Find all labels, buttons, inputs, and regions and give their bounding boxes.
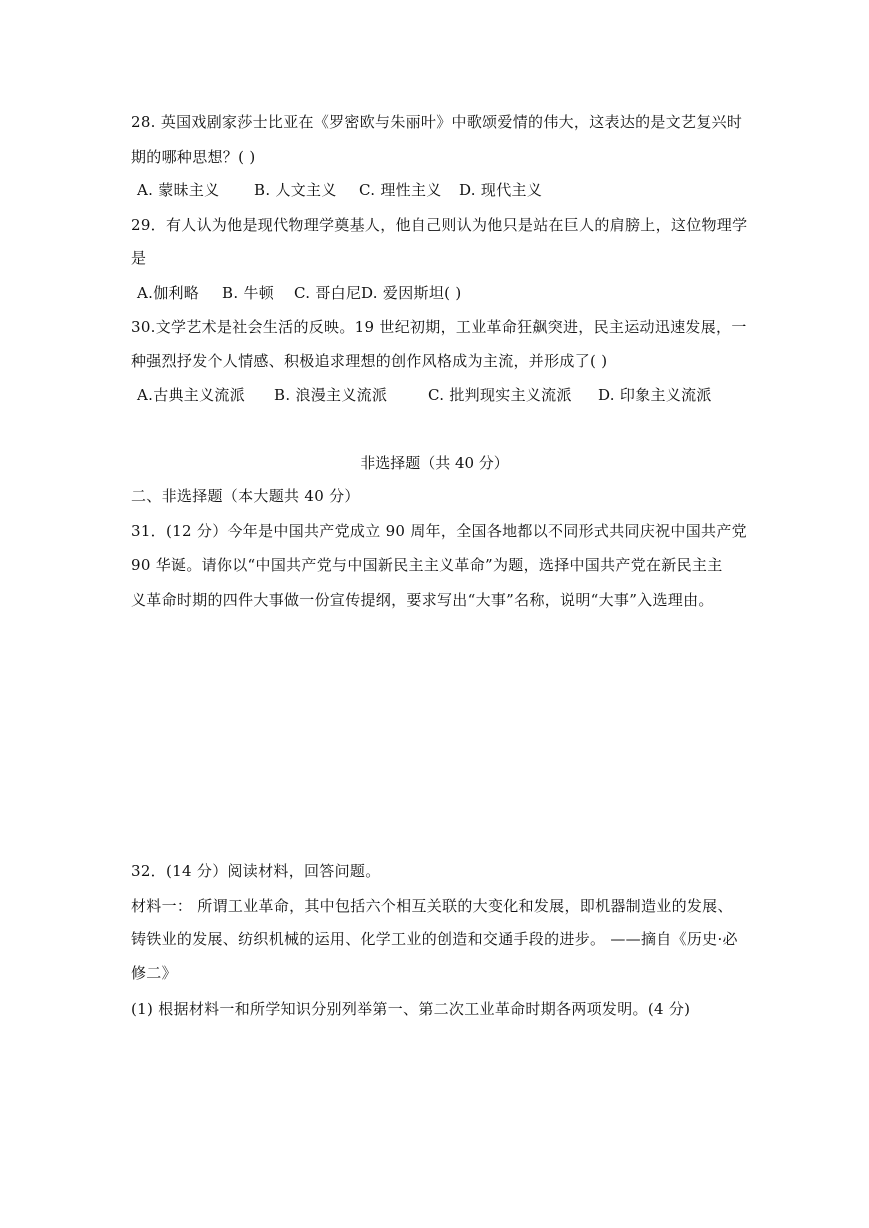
q29-option-a: A.伽利略 [137,284,200,302]
q32-material-line1: 材料一： 所谓工业革命，其中包括六个相互关联的大变化和发展，即机器制造业的发展、 [131,897,733,915]
q30-option-d: D. 印象主义流派 [598,386,712,404]
q30-options [137,385,712,405]
section-title: 非选择题（共 40 分） [360,454,509,472]
q29-stem-line2: 是 [131,249,147,267]
q28-stem-line2: 期的哪种思想？( ) [131,148,256,166]
q28-options [137,180,542,200]
q29-stem-line1: 29．有人认为他是现代物理学奠基人，他自己则认为他只是站在巨人的肩膀上，这位物理学 [131,216,748,234]
q31-stem-line2: 90 华诞。请你以“中国共产党与中国新民主主义革命”为题，选择中国共产党在新民主主 [131,556,723,574]
q29-option-b: B. 牛顿 [222,284,275,302]
q28-option-d: D. 现代主义 [459,181,543,199]
q32-material-line3: 修二》 [131,964,177,982]
q29-option-c: C. 哥白尼 [294,284,362,302]
q28-option-a: A. 蒙昧主义 [137,181,220,199]
q31-stem-line3: 义革命时期的四件大事做一份宣传提纲，要求写出“大事”名称，说明“大事”入选理由。 [131,591,714,609]
q29-options [137,283,462,303]
q29-option-d: D. 爱因斯坦( ) [361,284,462,302]
q30-option-c: C. 批判现实主义流派 [428,386,572,404]
q30-stem-line1: 30.文学艺术是社会生活的反映。19 世纪初期，工业革命狂飙突进，民主运动迅速发展，一 [131,318,747,336]
q30-stem-line2: 种强烈抒发个人情感、积极追求理想的创作风格成为主流，并形成了( ) [131,352,608,370]
q28-option-b: B. 人文主义 [254,181,337,199]
q30-option-a: A.古典主义流派 [137,386,246,404]
q32-stem: 32．(14 分）阅读材料，回答问题。 [131,862,381,880]
q32-subquestion-1: (1) 根据材料一和所学知识分别列举第一、第二次工业革命时期各两项发明。(4 分) [131,1000,691,1018]
q31-stem-line1: 31．(12 分）今年是中国共产党成立 90 周年，全国各地都以不同形式共同庆祝中国共产党 [131,522,747,540]
q28-stem-line1: 28. 英国戏剧家莎士比亚在《罗密欧与朱丽叶》中歌颂爱情的伟大，这表达的是文艺复兴时 [131,113,743,131]
q32-material-line2: 铸铁业的发展、纺织机械的运用、化学工业的创造和交通手段的进步。 ——摘自《历史·必 [131,930,738,948]
q28-option-c: C. 理性主义 [359,181,442,199]
q30-option-b: B. 浪漫主义流派 [274,386,388,404]
section-heading: 二、非选择题（本大题共 40 分） [131,487,360,505]
